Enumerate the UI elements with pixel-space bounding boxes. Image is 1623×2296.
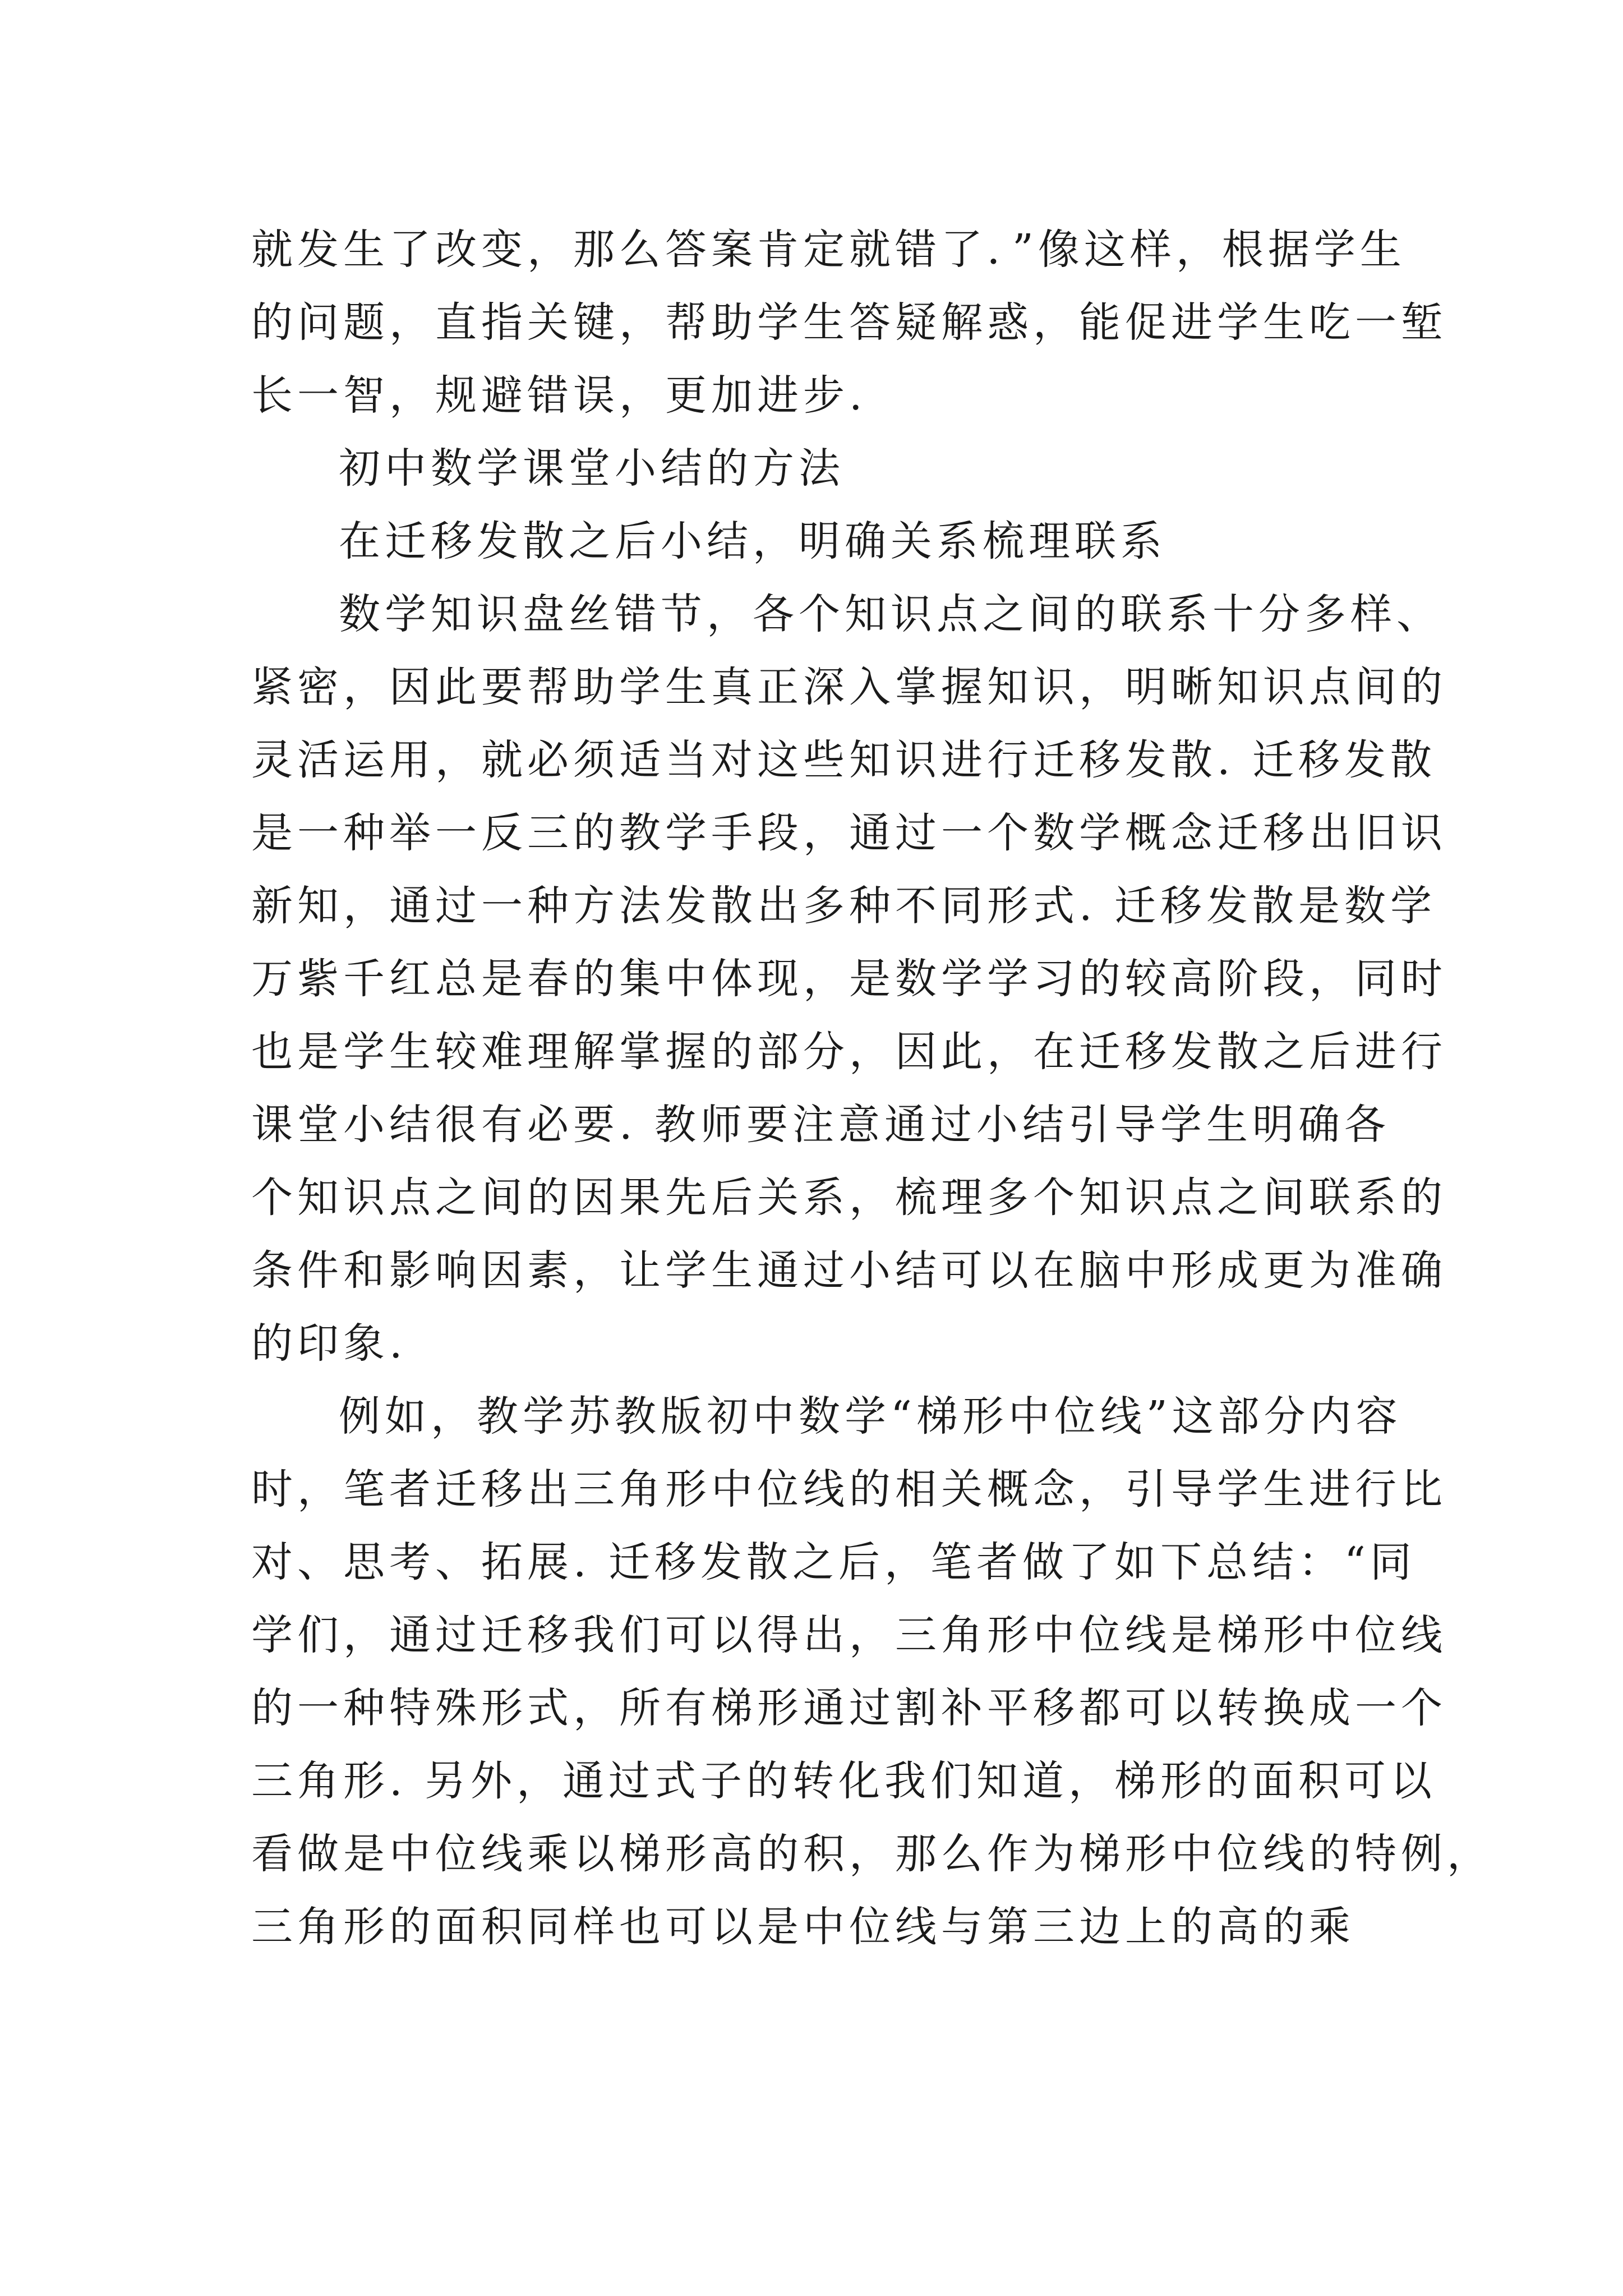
text-line: 在迁移发散之后小结，明确关系梳理联系 (339, 517, 1166, 565)
text-line: 初中数学课堂小结的方法 (339, 444, 845, 493)
text-line: 紧密，因此要帮助学生真正深入掌握知识，明晰知识点间的 (251, 663, 1447, 711)
text-line: 对、思考、拓展. 迁移发散之后，笔者做了如下总结：“同 (251, 1538, 1416, 1586)
text-line: 个知识点之间的因果先后关系，梳理多个知识点之间联系的 (251, 1174, 1447, 1222)
text-line: 条件和影响因素，让学生通过小结可以在脑中形成更为准确 (251, 1246, 1447, 1295)
text-line: 的问题，直指关键，帮助学生答疑解惑，能促进学生吃一堑 (251, 298, 1447, 347)
text-line: 三角形. 另外，通过式子的转化我们知道，梯形的面积可以 (251, 1757, 1437, 1805)
text-line: 例如，教学苏教版初中数学“梯形中位线”这部分内容 (339, 1392, 1402, 1441)
body-text (251, 213, 1493, 1963)
text-line: 的印象. (251, 1319, 407, 1368)
text-line: 的一种特殊形式，所有梯形通过割补平移都可以转换成一个 (251, 1684, 1447, 1732)
text-line: 数学知识盘丝错节，各个知识点之间的联系十分多样、 (339, 590, 1442, 638)
text-line: 万紫千红总是春的集中体现，是数学学习的较高阶段，同时 (251, 955, 1447, 1003)
text-line: 三角形的面积同样也可以是中位线与第三边上的高的乘 (251, 1903, 1355, 1951)
text-line: 长一智，规避错误，更加进步. (251, 371, 867, 420)
text-line: 看做是中位线乘以梯形高的积，那么作为梯形中位线的特例， (251, 1830, 1493, 1878)
text-line: 就发生了改变，那么答案肯定就错了．”像这样，根据学生 (251, 226, 1406, 274)
text-line: 时，笔者迁移出三角形中位线的相关概念，引导学生进行比 (251, 1465, 1447, 1513)
text-line: 灵活运用，就必须适当对这些知识进行迁移发散. 迁移发散 (251, 736, 1437, 784)
text-line: 新知，通过一种方法发散出多种不同形式. 迁移发散是数学 (251, 882, 1437, 930)
text-line: 课堂小结很有必要. 教师要注意通过小结引导学生明确各 (251, 1101, 1391, 1149)
text-line: 学们，通过迁移我们可以得出，三角形中位线是梯形中位线 (251, 1611, 1447, 1659)
text-line: 是一种举一反三的教学手段，通过一个数学概念迁移出旧识 (251, 809, 1447, 857)
text-line: 也是学生较难理解掌握的部分，因此，在迁移发散之后进行 (251, 1028, 1447, 1076)
